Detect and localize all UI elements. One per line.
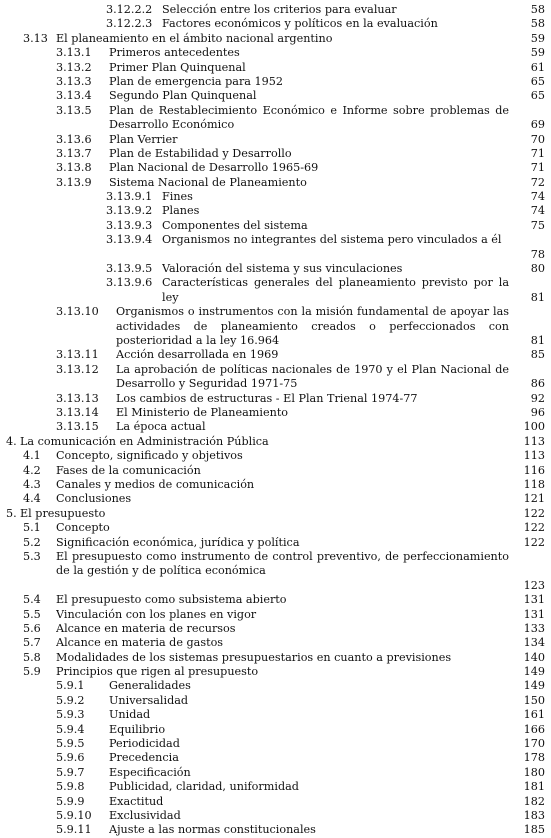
toc-entry [0,204,551,218]
toc-entry-number: 5.9.7 [56,765,85,779]
toc-entry-number: 3.13.3 [56,74,92,88]
toc-entry-page: 149 [523,665,545,679]
toc-entry-title: Selección entre los criterios para evaluar [162,3,397,16]
toc-entry-number: 5.9.4 [56,722,85,736]
toc-entry-page: 59 [530,31,545,45]
toc-entry-page: 61 [530,60,545,74]
toc-entry-number: 3.13.1 [56,46,92,60]
toc-entry-title: Los cambios de estructuras - El Plan Trienal 1974-77 [116,391,418,405]
toc-entry-title: Organismos no integrantes del sistema pero vinculados a él [162,233,502,247]
toc-entry-title: Sistema Nacional de Planeamiento [109,175,307,189]
toc-entry [0,449,551,463]
toc-entry-title: La época actual [116,420,206,434]
toc-entry-number: 5.4 [23,593,41,607]
toc-entry-number: 5.9.3 [56,708,85,722]
toc-entry-title: El planeamiento en el ámbito nacional argentino [56,31,333,45]
toc-entry-title: Alcance en materia de recursos [56,621,236,635]
toc-entry-page: 71 [530,161,545,175]
toc-entry [0,104,551,133]
toc-entry-page: 122 [523,535,545,549]
toc-entry [0,809,551,823]
toc-entry-title: Fases de la comunicación [56,463,201,477]
toc-entry-page: 161 [523,708,545,722]
toc-entry [0,536,551,550]
toc-entry [0,665,551,679]
toc-entry [0,521,551,535]
toc-entry-title: Primer Plan Quinquenal [109,60,246,74]
toc-entry [0,233,551,262]
toc-entry-number: 5.1 [23,521,41,535]
toc-entry-title: Publicidad, claridad, uniformidad [109,780,299,794]
toc-entry-number: 3.13.13 [56,391,99,405]
toc-entry [0,392,551,406]
toc-entry [0,780,551,794]
toc-entry [0,608,551,622]
toc-entry-title: Acción desarrollada en 1969 [116,348,279,362]
toc-entry-number: 4. [6,434,17,448]
toc-entry-page: 65 [530,74,545,88]
toc-entry-title: Factores económicos y políticos en la evaluación [162,17,438,31]
toc-entry-number: 3.13.5 [56,103,92,117]
toc-entry-page: 116 [523,463,545,477]
toc-entry-title: La comunicación en Administración Pública [20,434,269,448]
toc-entry-title: Organismos o instrumentos con la misión fundamental de apoyar las actividades de planeamiento creados o perfeccionados con posterioridad a la ley 16.964 [116,305,509,348]
toc-entry-number: 5.5 [23,607,41,621]
toc-entry [0,190,551,204]
toc-entry-page: 150 [523,693,545,707]
toc-entry-page: 71 [530,146,545,160]
toc-entry-page: 113 [523,449,545,463]
toc-entry-title: Plan de Estabilidad y Desarrollo [109,146,292,160]
toc-entry [0,795,551,809]
toc-entry-number: 3.12.2.3 [106,17,153,31]
toc-entry-page: 185 [523,823,545,837]
toc-entry-title: El Ministerio de Planeamiento [116,406,289,420]
table-of-contents [0,3,551,838]
toc-entry-page: 149 [523,679,545,693]
toc-entry-page: 181 [523,780,545,794]
toc-entry-page: 72 [530,175,545,189]
toc-entry [0,593,551,607]
toc-entry-title: Universalidad [109,693,189,707]
toc-entry-number: 3.13.11 [56,348,99,362]
toc-entry-number: 5.9.11 [56,823,92,837]
toc-entry-page: 81 [530,290,545,304]
toc-entry [0,492,551,506]
toc-entry-number: 4.2 [23,463,41,477]
toc-entry-number: 5.9.8 [56,780,85,794]
toc-entry [0,507,551,521]
toc-entry-number: 3.13.7 [56,146,92,160]
toc-entry-title: Significación económica, jurídica y política [56,535,300,549]
toc-entry-number: 3.13.10 [56,305,99,319]
toc-entry-page: 78 [530,247,545,261]
toc-entry-number: 5.9.2 [56,693,85,707]
toc-entry [0,478,551,492]
toc-entry-page: 182 [523,794,545,808]
toc-entry-title: Vinculación con los planes en vigor [56,607,257,621]
toc-entry-title: Primeros antecedentes [109,46,240,60]
toc-entry-number: 3.13.9.1 [106,190,153,204]
toc-entry [0,679,551,693]
toc-entry-page: 113 [523,434,545,448]
toc-entry-title: El presupuesto [20,506,106,520]
toc-entry-number: 5.2 [23,535,41,549]
toc-entry-title: Precedencia [109,751,179,765]
toc-entry-title: Alcance en materia de gastos [56,636,224,650]
toc-entry-number: 3.13.15 [56,420,99,434]
toc-entry-title: Exactitud [109,794,164,808]
toc-entry-number: 4.3 [23,477,41,491]
toc-entry-title: Canales y medios de comunicación [56,477,255,491]
toc-entry-title: Componentes del sistema [162,218,308,232]
toc-entry-page: 80 [530,262,545,276]
toc-entry-page: 170 [523,737,545,751]
toc-entry-title: El presupuesto como subsistema abierto [56,593,287,607]
toc-entry-page: 59 [530,46,545,60]
toc-entry-page: 74 [530,190,545,204]
toc-entry-page: 86 [530,377,545,391]
toc-entry [0,435,551,449]
toc-entry-number: 3.13.9.5 [106,262,153,276]
toc-entry [0,147,551,161]
toc-entry-title: Segundo Plan Quinquenal [109,89,257,103]
toc-entry-page: 133 [523,621,545,635]
toc-entry-page: 122 [523,521,545,535]
toc-entry [0,751,551,765]
toc-entry-page: 140 [523,650,545,664]
toc-entry-page: 131 [523,593,545,607]
toc-entry-page: 123 [523,578,545,592]
toc-entry-title: Fines [162,190,193,204]
toc-entry-number: 3.13.9.3 [106,218,153,232]
toc-entry-number: 3.13.14 [56,406,99,420]
toc-entry-page: 70 [530,132,545,146]
toc-entry-page: 69 [530,118,545,132]
toc-entry [0,622,551,636]
toc-entry-page: 178 [523,751,545,765]
toc-entry-page: 85 [530,348,545,362]
toc-entry-number: 5.7 [23,636,41,650]
toc-entry-page: 81 [530,334,545,348]
toc-entry-title: Conclusiones [56,492,132,506]
toc-entry [0,46,551,60]
toc-entry-title: Plan de Restablecimiento Económico e Informe sobre problemas de Desarrollo Económico [109,103,509,132]
toc-entry-number: 3.13.8 [56,161,92,175]
toc-entry [0,823,551,837]
toc-entry-title: Modalidades de los sistemas presupuestarios en cuanto a previsiones [56,650,452,664]
toc-entry-page: 183 [523,808,545,822]
toc-entry-title: Especificación [109,765,191,779]
toc-entry [0,17,551,31]
toc-entry-title: Valoración del sistema y sus vinculaciones [162,262,403,276]
toc-entry-title: El presupuesto como instrumento de control preventivo, de perfeccionamiento de la gestión y de política económica [56,549,509,578]
toc-entry [0,737,551,751]
toc-entry-number: 3.13.9.2 [106,204,153,218]
toc-entry [0,262,551,276]
toc-entry-page: 118 [523,477,545,491]
toc-entry-title: Planes [162,204,200,218]
toc-entry [0,305,551,348]
toc-entry-number: 5.9 [23,665,41,679]
toc-entry [0,464,551,478]
toc-entry-title: Concepto, significado y objetivos [56,449,243,463]
toc-entry-page: 58 [530,17,545,31]
toc-entry-title: Ajuste a las normas constitucionales [109,823,316,837]
toc-entry-number: 3.13.2 [56,60,92,74]
toc-entry-number: 4.1 [23,449,41,463]
toc-entry [0,694,551,708]
toc-entry-number: 5.9.6 [56,751,85,765]
toc-entry [0,3,551,17]
toc-entry [0,348,551,362]
toc-entry-number: 3.13.9 [56,175,92,189]
toc-entry-title: Características generales del planeamiento previsto por la ley [162,276,509,304]
toc-entry [0,32,551,46]
toc-entry-page: 166 [523,722,545,736]
toc-entry-title: Equilibrio [109,722,166,736]
toc-entry [0,766,551,780]
toc-entry-number: 5. [6,506,17,520]
toc-entry [0,420,551,434]
toc-entry-title: Periodicidad [109,737,180,751]
toc-entry-number: 4.4 [23,492,41,506]
toc-entry-title: La aprobación de políticas nacionales de 1970 y el Plan Nacional de Desarrollo y Seguridad 1971-75 [116,362,509,391]
toc-entry-page: 100 [523,420,545,434]
toc-entry-number: 3.13 [23,31,48,45]
toc-entry [0,161,551,175]
toc-entry-title: Plan Nacional de Desarrollo 1965-69 [109,161,319,175]
toc-entry [0,723,551,737]
toc-entry-number: 5.9.1 [56,679,85,693]
toc-entry-title: Generalidades [109,679,191,693]
toc-entry-page: 180 [523,765,545,779]
toc-entry [0,176,551,190]
toc-entry-number: 5.8 [23,650,41,664]
toc-entry [0,636,551,650]
toc-entry [0,219,551,233]
toc-entry-number: 3.13.4 [56,89,92,103]
toc-entry-number: 5.6 [23,621,41,635]
toc-entry-number: 3.12.2.2 [106,3,153,16]
toc-entry-title: Plan Verrier [109,132,178,146]
toc-entry-page: 121 [523,492,545,506]
toc-entry [0,89,551,103]
toc-entry-title: Unidad [109,708,151,722]
toc-entry-title: Concepto [56,521,110,535]
toc-entry-page: 131 [523,607,545,621]
toc-entry-title: Plan de emergencia para 1952 [109,74,284,88]
toc-entry [0,61,551,75]
toc-entry-page: 75 [530,218,545,232]
toc-entry-page: 96 [530,406,545,420]
toc-entry-page: 65 [530,89,545,103]
toc-entry-page: 92 [530,391,545,405]
toc-entry-number: 5.9.9 [56,794,85,808]
toc-entry [0,276,551,305]
toc-entry-page: 122 [523,506,545,520]
toc-entry-number: 5.9.10 [56,808,92,822]
toc-entry-number: 5.9.5 [56,737,85,751]
toc-entry [0,651,551,665]
toc-entry-title: Exclusividad [109,808,181,822]
toc-entry-number: 3.13.6 [56,132,92,146]
toc-entry-title: Principios que rigen al presupuesto [56,665,259,679]
toc-entry-number: 3.13.12 [56,362,99,376]
toc-entry [0,363,551,392]
toc-entry-number: 3.13.9.6 [106,276,153,290]
toc-entry [0,708,551,722]
toc-entry [0,550,551,593]
toc-entry [0,133,551,147]
toc-entry-page: 58 [530,3,545,16]
toc-entry-number: 3.13.9.4 [106,233,153,247]
toc-entry-page: 74 [530,204,545,218]
toc-entry-page: 134 [523,636,545,650]
toc-entry-number: 5.3 [23,549,41,563]
toc-entry [0,75,551,89]
toc-entry [0,406,551,420]
